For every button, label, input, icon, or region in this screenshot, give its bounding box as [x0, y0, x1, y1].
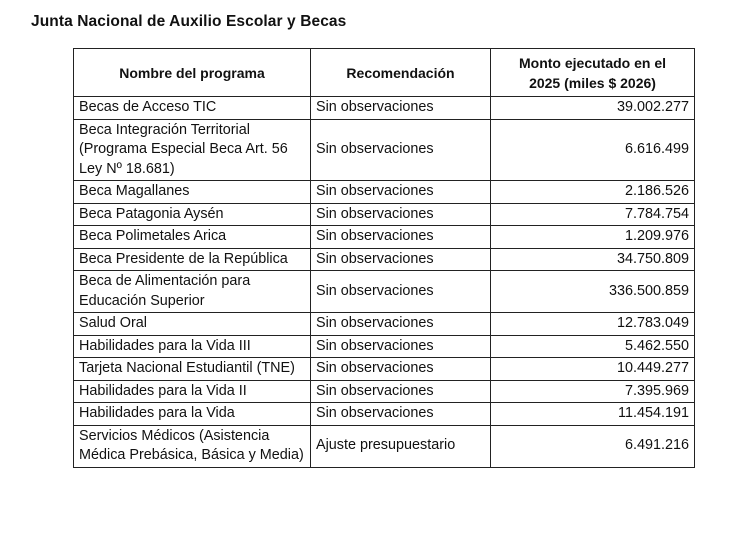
amount-cell: 336.500.859	[491, 271, 695, 313]
program-name-cell: Beca Patagonia Aysén	[74, 203, 311, 226]
amount-cell: 6.616.499	[491, 119, 695, 181]
programs-table	[73, 48, 695, 468]
page-title: Junta Nacional de Auxilio Escolar y Becas	[31, 13, 347, 30]
table-row	[74, 271, 695, 313]
recommendation-cell: Sin observaciones	[311, 358, 491, 381]
program-name-cell: Beca Integración Territorial (Programa Especial Beca Art. 56 Ley Nº 18.681)	[74, 119, 311, 181]
table-row	[74, 97, 695, 120]
amount-cell: 7.395.969	[491, 380, 695, 403]
amount-cell: 10.449.277	[491, 358, 695, 381]
recommendation-cell: Sin observaciones	[311, 403, 491, 426]
table-row	[74, 119, 695, 181]
recommendation-cell: Sin observaciones	[311, 380, 491, 403]
table-row	[74, 181, 695, 204]
amount-cell: 1.209.976	[491, 226, 695, 249]
table-row	[74, 313, 695, 336]
program-name-cell: Servicios Médicos (Asistencia Médica Prebásica, Básica y Media)	[74, 425, 311, 467]
header-amount	[491, 49, 695, 97]
header-recommendation: Recomendación	[311, 49, 491, 97]
table-row	[74, 380, 695, 403]
table-row	[74, 358, 695, 381]
header-program: Nombre del programa	[74, 49, 311, 97]
table-row	[74, 203, 695, 226]
recommendation-cell: Sin observaciones	[311, 271, 491, 313]
amount-cell: 5.462.550	[491, 335, 695, 358]
table-header-row	[74, 49, 695, 97]
amount-cell: 2.186.526	[491, 181, 695, 204]
table-row	[74, 403, 695, 426]
program-name-cell: Salud Oral	[74, 313, 311, 336]
recommendation-cell: Sin observaciones	[311, 226, 491, 249]
amount-cell: 39.002.277	[491, 97, 695, 120]
recommendation-cell: Sin observaciones	[311, 248, 491, 271]
recommendation-cell: Sin observaciones	[311, 203, 491, 226]
recommendation-cell: Sin observaciones	[311, 335, 491, 358]
recommendation-cell: Sin observaciones	[311, 119, 491, 181]
program-name-cell: Becas de Acceso TIC	[74, 97, 311, 120]
recommendation-cell: Ajuste presupuestario	[311, 425, 491, 467]
table-row	[74, 425, 695, 467]
amount-cell: 6.491.216	[491, 425, 695, 467]
program-name-cell: Beca de Alimentación para Educación Superior	[74, 271, 311, 313]
amount-cell: 11.454.191	[491, 403, 695, 426]
amount-cell: 34.750.809	[491, 248, 695, 271]
table-row	[74, 248, 695, 271]
program-name-cell: Habilidades para la Vida III	[74, 335, 311, 358]
recommendation-cell: Sin observaciones	[311, 313, 491, 336]
program-name-cell: Tarjeta Nacional Estudiantil (TNE)	[74, 358, 311, 381]
program-name-cell: Habilidades para la Vida II	[74, 380, 311, 403]
table-row	[74, 335, 695, 358]
program-name-cell: Beca Polimetales Arica	[74, 226, 311, 249]
table-row	[74, 226, 695, 249]
program-name-cell: Beca Presidente de la República	[74, 248, 311, 271]
program-name-cell: Habilidades para la Vida	[74, 403, 311, 426]
header-amount-line2: 2025 (miles $ 2026)	[529, 74, 656, 91]
header-amount-line1: Monto ejecutado en el	[518, 54, 666, 71]
amount-cell: 7.784.754	[491, 203, 695, 226]
recommendation-cell: Sin observaciones	[311, 97, 491, 120]
amount-cell: 12.783.049	[491, 313, 695, 336]
table-body	[74, 97, 695, 468]
recommendation-cell: Sin observaciones	[311, 181, 491, 204]
program-name-cell: Beca Magallanes	[74, 181, 311, 204]
